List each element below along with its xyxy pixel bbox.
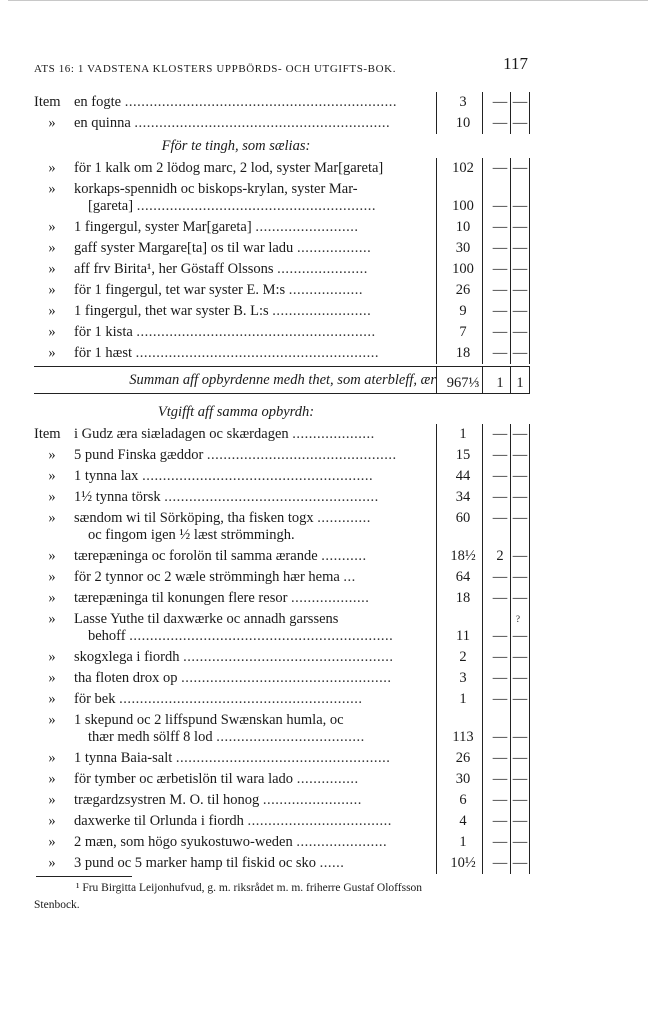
entry-line [34,280,438,301]
value-marks: 1 [459,834,467,850]
page-top-edge [8,0,648,1]
entry-line [34,343,438,364]
value-ore: — [492,510,508,526]
entry-line [34,217,438,238]
value-ortug: — [512,94,528,110]
value-ortug: — [512,282,528,298]
value-ortug: — [512,750,528,766]
value-ortug: — [512,855,528,871]
ledger-row [34,811,530,832]
value-ortug: — [512,303,528,319]
entry-values [440,196,530,217]
entry-text: i Gudz æra siæladagen oc skærdagen [74,426,289,442]
continuation-text: behoff [88,628,126,644]
entry-values [440,259,530,280]
ditto-mark: » [48,345,56,361]
ledger-row [34,546,530,567]
value-ortug: — [512,628,528,644]
value-ortug: — [512,649,528,665]
ledger-row [34,92,530,113]
value-ore: — [492,813,508,829]
ledger-row [34,769,530,790]
entry-text: skogxlega i fiordh [74,649,180,665]
entry-text: för tymber oc ærbetislön til wara lado [74,771,294,787]
value-marks: 30 [455,240,471,256]
entry-values [440,769,530,790]
value-ore: — [492,628,508,644]
value-marks: 26 [455,750,471,766]
entry-values [440,158,530,179]
entry-line [34,301,438,322]
value-ore: — [492,115,508,131]
ledger-row [34,301,530,322]
value-marks: 4 [459,813,467,829]
entry-values [440,790,530,811]
entry-text: korkaps-spennidh oc biskops-krylan, syster Mar- [74,181,358,197]
value-ortug: — [512,489,528,505]
value-marks: 30 [455,771,471,787]
value-ore: — [492,324,508,340]
dot-leader: ...... [319,855,345,871]
entry-line [34,238,438,259]
ledger-row [34,853,530,874]
ditto-mark: » [48,489,56,505]
value-marks: 26 [455,282,471,298]
value-ortug: — [512,834,528,850]
ditto-mark: » [48,649,56,665]
ditto-mark: » [48,468,56,484]
value-ore: — [492,160,508,176]
entry-text: för bek [74,691,116,707]
entry-continuation [88,626,438,647]
value-ore: 2 [496,548,504,564]
ledger-row [34,158,530,179]
value-ore: — [492,426,508,442]
value-marks: 113 [452,729,474,745]
entry-values [440,217,530,238]
value-ore: — [492,198,508,214]
entry-text: 3 pund oc 5 marker hamp til fiskid oc sko [74,855,317,871]
ledger-row [34,445,530,466]
summary-value-ortug: 1 [516,375,524,391]
entry-text: daxwerke til Orlunda i fiordh [74,813,244,829]
value-ortug: — [512,468,528,484]
value-ortug: — [512,240,528,256]
dot-leader: ........................................................ [142,468,374,484]
value-marks: 9 [459,303,467,319]
ledger-row [34,238,530,259]
column-rule [436,367,437,393]
value-ortug: — [512,729,528,745]
dot-leader: ........................................................... [135,345,379,361]
ditto-mark: » [48,611,56,627]
ditto-mark: » [48,510,56,526]
value-ore: — [492,282,508,298]
ledger-row [34,466,530,487]
value-ortug: — [512,670,528,686]
ditto-mark: » [48,750,56,766]
dot-leader: ............. [317,510,371,526]
value-marks: 10½ [450,855,476,871]
ledger-row [34,790,530,811]
value-marks: 100 [452,198,474,214]
entry-line [34,668,438,689]
dot-leader: ......................... [255,219,359,235]
entry-line [34,832,438,853]
entry-values [440,853,530,874]
entry-text: en fogte [74,94,122,110]
ditto-mark: » [48,181,56,197]
page-number: 117 [503,54,528,73]
value-ortug: — [512,569,528,585]
value-ortug: — [512,324,528,340]
ditto-mark: » [48,324,56,340]
value-ortug: — [512,115,528,131]
entry-continuation [88,727,438,748]
value-ortug: — [512,813,528,829]
entry-text: 1 tynna lax [74,468,139,484]
continuation-text: [gareta] [88,198,134,214]
continuation-text: oc fingom igen ½ læst strömmingh. [88,527,295,543]
value-marks: 10 [455,219,471,235]
entry-text: 1 skepund oc 2 liffspund Swænskan humla, oc [74,712,344,728]
value-ortug: — [512,219,528,235]
entry-line [34,92,438,113]
entry-values [440,811,530,832]
value-ore: — [492,691,508,707]
dot-leader: .................................... [216,729,365,745]
value-ore: — [492,240,508,256]
entry-values [440,424,530,445]
ditto-mark: » [48,855,56,871]
footnote [34,880,534,914]
entry-line [34,424,438,445]
value-ortug: — [512,345,528,361]
entry-line [34,853,438,874]
value-marks: 102 [452,160,474,176]
value-ore: — [492,261,508,277]
entry-values [440,508,530,529]
ditto-mark: » [48,771,56,787]
entry-text: tha floten drox op [74,670,178,686]
ledger-section-opening [34,92,530,134]
value-marks: 100 [452,261,474,277]
dot-leader: .............................................. [206,447,397,463]
ditto-mark: » [48,569,56,585]
value-ore: — [492,771,508,787]
value-ore: — [492,447,508,463]
value-marks: 18 [455,345,471,361]
value-ortug: — [512,691,528,707]
value-ore: — [492,345,508,361]
entry-text: 1 fingergul, thet war syster B. L:s [74,303,269,319]
dot-leader: ................................... [247,813,392,829]
entry-continuation [88,196,438,217]
ledger-row [34,179,530,217]
value-marks: 60 [455,510,471,526]
item-label: Item [34,94,61,110]
dot-leader: ........................ [262,792,362,808]
entry-values [440,588,530,609]
entry-text: aff frv Birita¹, her Göstaff Olssons [74,261,274,277]
value-marks: 18 [455,590,471,606]
value-marks: 7 [459,324,467,340]
entry-values [440,689,530,710]
value-marks: 10 [455,115,471,131]
ditto-mark: » [48,590,56,606]
ledger-row [34,280,530,301]
item-label: Item [34,426,61,442]
ditto-mark: » [48,712,56,728]
ledger-row [34,647,530,668]
ledger-row [34,689,530,710]
ledger-row [34,424,530,445]
ditto-mark: » [48,834,56,850]
ledger-row [34,609,530,647]
ditto-mark: » [48,447,56,463]
dot-leader: ................... [291,590,370,606]
value-ortug: — [512,426,528,442]
entry-line [34,113,438,134]
dot-leader: ............... [296,771,359,787]
entry-line [34,689,438,710]
ledger-row [34,567,530,588]
entry-line [34,811,438,832]
value-marks: 6 [459,792,467,808]
value-ortug: — [512,510,528,526]
dot-leader: .......................................................... [136,324,376,340]
value-marks: 11 [456,628,470,644]
dot-leader: .................... [292,426,375,442]
entry-values [440,466,530,487]
entry-text: 1½ tynna törsk [74,489,161,505]
summary-text: Summan aff opbyrdenne medh thet, som aterbleff, ær [129,372,436,388]
value-marks: 1 [459,691,467,707]
entry-values [440,832,530,853]
value-marks: 34 [455,489,471,505]
entry-values [440,567,530,588]
entry-values [440,727,530,748]
entry-values [440,113,530,134]
dot-leader: .................................................................. [124,94,397,110]
margin-query-mark: ? [516,614,520,624]
entry-values [440,748,530,769]
ledger-row [34,487,530,508]
entry-line [34,322,438,343]
entry-line [34,769,438,790]
entry-values [440,343,530,364]
summary-value-marks: 967⅓ [446,375,480,391]
value-ore: — [492,489,508,505]
entry-text: för 1 hæst [74,345,132,361]
value-ortug: — [512,160,528,176]
footnote-line-1: ¹ Fru Birgitta Leijonhufvud, g. m. riksrådet m. m. friherre Gustaf Oloffsson [76,882,423,894]
ditto-mark: » [48,160,56,176]
entry-values [440,280,530,301]
entry-values [440,668,530,689]
ledger-row [34,710,530,748]
value-ore: — [492,590,508,606]
dot-leader: .......................................................... [136,198,376,214]
value-marks: 2 [459,649,467,665]
ledger-row [34,832,530,853]
ditto-mark: » [48,548,56,564]
value-ore: — [492,468,508,484]
entry-text: 1 fingergul, syster Mar[gareta] [74,219,252,235]
entry-text: 1 tynna Baia-salt [74,750,173,766]
ditto-mark: » [48,691,56,707]
entry-values [440,92,530,113]
ledger-row [34,322,530,343]
value-ore: — [492,94,508,110]
summary-row [34,366,530,394]
ledger-row [34,259,530,280]
ditto-mark: » [48,303,56,319]
value-ore: — [492,670,508,686]
ditto-mark: » [48,240,56,256]
ditto-mark: » [48,219,56,235]
value-marks: 64 [455,569,471,585]
dot-leader: ........... [321,548,367,564]
ledger-row [34,668,530,689]
entry-text: tærepæninga oc forolön til samma ærande [74,548,318,564]
dot-leader: .................. [296,240,372,256]
value-ore: — [492,649,508,665]
ditto-mark: » [48,115,56,131]
value-ore: — [492,855,508,871]
entry-values [440,301,530,322]
entry-text: för 1 kalk om 2 lödog marc, 2 lod, syster Mar[gareta] [74,160,384,176]
entry-text: tærepæninga til konungen flere resor [74,590,288,606]
ledger-row [34,113,530,134]
entry-line [34,466,438,487]
entry-line [34,487,438,508]
entry-text: för 1 kista [74,324,133,340]
entry-text: Lasse Yuthe til daxwærke oc annadh garssens [74,611,339,627]
ledger-section-sales [34,158,530,364]
value-marks: 18½ [450,548,476,564]
entry-line [34,790,438,811]
value-ortug: — [512,792,528,808]
ledger-row [34,343,530,364]
dot-leader: .................................................... [175,750,391,766]
dot-leader: ...................... [296,834,388,850]
entry-text: trægardzsystren M. O. til honog [74,792,260,808]
entry-line [34,748,438,769]
entry-line [34,158,438,179]
running-header: ATS 16: 1 VADSTENA KLOSTERS UPPBÖRDS- OCH UTGIFTS-BOK. [34,63,397,75]
entry-text: gaff syster Margare[ta] os til war ladu [74,240,294,256]
continuation-text: thær medh sölff 8 lod [88,729,213,745]
entry-text: för 1 fingergul, tet war syster E. M:s [74,282,286,298]
dot-leader: .............................................................. [134,115,391,131]
value-ortug: — [512,771,528,787]
dot-leader: ................................................................ [129,628,394,644]
entry-line [34,259,438,280]
ditto-mark: » [48,813,56,829]
entry-values [440,322,530,343]
entry-line [34,588,438,609]
value-ore: — [492,569,508,585]
ditto-mark: » [48,792,56,808]
value-ortug: — [512,548,528,564]
value-ore: — [492,303,508,319]
footnote-line-2: Stenbock. [34,899,80,911]
entry-values [440,647,530,668]
entry-continuation [88,525,438,546]
section-heading-expenses: Vtgifft aff samma opbyrdh: [157,404,315,420]
value-ortug: — [512,590,528,606]
entry-line [34,647,438,668]
value-ortug: — [512,198,528,214]
entry-text: för 2 tynnor oc 2 wæle strömmingh hær hema [74,569,340,585]
value-ore: — [492,792,508,808]
ledger-row [34,588,530,609]
entry-line [34,567,438,588]
ditto-mark: » [48,261,56,277]
entry-text: 5 pund Finska gæddor [74,447,204,463]
ditto-mark: » [48,670,56,686]
ledger-row [34,508,530,546]
ledger-row [34,217,530,238]
entry-line [34,546,438,567]
dot-leader: ...................... [277,261,368,277]
value-marks: 1 [459,426,467,442]
ditto-mark: » [48,282,56,298]
section-heading-sales: Fför te tingh, som sælias: [161,138,311,154]
value-ore: — [492,834,508,850]
dot-leader: ........................................................... [119,691,363,707]
value-marks: 15 [455,447,471,463]
dot-leader: .................. [288,282,364,298]
dot-leader: ................................................... [183,649,394,665]
value-ortug: — [512,261,528,277]
dot-leader: .................................................... [164,489,379,505]
ledger-row [34,748,530,769]
value-ore: — [492,750,508,766]
summary-value-ore: 1 [496,375,504,391]
value-marks: 3 [459,94,467,110]
entry-text: 2 mæn, som högo syukostuwo-weden [74,834,293,850]
footnote-rule [36,876,132,877]
entry-values [440,238,530,259]
value-ore: — [492,729,508,745]
value-marks: 44 [455,468,471,484]
value-ortug: — [512,447,528,463]
account-ledger [34,92,530,874]
summary-values [440,370,530,391]
entry-text: en quinna [74,115,131,131]
entry-text: sændom wi til Sörköping, tha fisken togx [74,510,314,526]
dot-leader: ........................ [272,303,372,319]
ledger-section-expenses [34,424,530,874]
dot-leader: ................................................... [181,670,392,686]
entry-values [440,487,530,508]
entry-line [34,445,438,466]
value-ore: — [492,219,508,235]
entry-values [440,546,530,567]
value-marks: 3 [459,670,467,686]
entry-values [440,445,530,466]
dot-leader: ... [343,569,356,585]
